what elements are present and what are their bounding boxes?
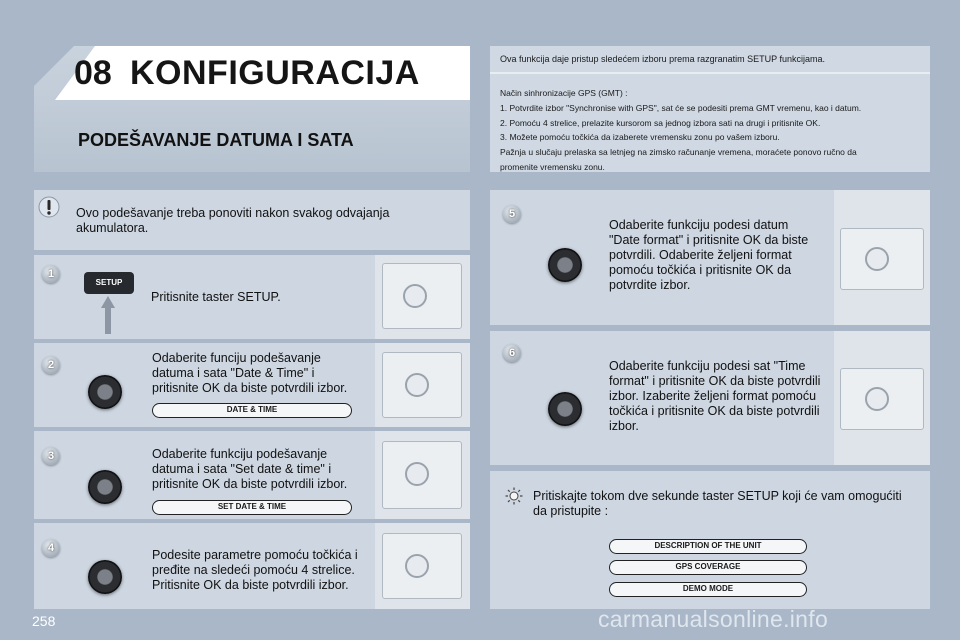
knob-icon bbox=[548, 248, 582, 282]
watermark: carmanualsonline.info bbox=[598, 606, 829, 632]
chapter-number: 08 bbox=[74, 54, 112, 92]
warning-text: Ovo podešavanje treba ponoviti nakon svakog odvajanja akumulatora. bbox=[76, 206, 390, 235]
step-text: Odaberite funciju podešavanje datuma i sata "Date & Time" i pritisnite OK da biste potvrdili izbor. bbox=[152, 351, 348, 395]
radio-unit-image bbox=[840, 228, 924, 290]
step-text: Podesite parametre pomoću točkića i pređite na sledeći pomoću 4 strelice. Pritisnite OK da biste potvrdili izbor. bbox=[152, 548, 358, 592]
page-number: 258 bbox=[32, 613, 56, 629]
step-text: Pritisnite taster SETUP. bbox=[151, 290, 281, 304]
intro-list bbox=[500, 86, 920, 175]
step-badge: 4 bbox=[42, 539, 60, 557]
chapter-title: KONFIGURACIJA bbox=[130, 54, 420, 92]
radio-unit-image bbox=[382, 533, 462, 599]
intro-list-item: promenite vremensku zonu. bbox=[500, 161, 605, 172]
menu-option-pill: DEMO MODE bbox=[609, 582, 807, 597]
menu-option-pill: DATE & TIME bbox=[152, 403, 352, 418]
intro-list-item: 2. Pomoću 4 strelice, prelazite kursorom sa jednog izbora sati na drugi i pritisnite OK. bbox=[500, 117, 821, 128]
radio-unit-image bbox=[840, 368, 924, 430]
intro-list-item: Način sinhronizacije GPS (GMT) : bbox=[500, 88, 628, 98]
step-text: Odaberite funkciju podesi sat "Time format" i pritisnite OK da biste potvrdili izbor. Izaberite željeni format pomoću točkića i pritisnite OK da biste potvrdili izbor. bbox=[609, 359, 821, 433]
knob-icon bbox=[548, 392, 582, 426]
step-text: Odaberite funkciju podešavanje datuma i sata "Set date & time" i pritisnite OK da biste potvrdili izbor. bbox=[152, 447, 348, 491]
exclamation-icon bbox=[38, 196, 60, 218]
step-badge: 1 bbox=[42, 265, 60, 283]
radio-unit-image bbox=[382, 352, 462, 418]
tip-text: Pritiskajte tokom dve sekunde taster SETUP koji će vam omogućiti da pristupite : bbox=[533, 489, 902, 518]
intro-divider bbox=[490, 72, 930, 74]
intro-list-item: 3. Možete pomoću točkića da izaberete vremensku zonu po vašem izboru. bbox=[500, 132, 780, 143]
radio-unit-image bbox=[382, 441, 462, 509]
step-badge: 2 bbox=[42, 356, 60, 374]
knob-icon bbox=[88, 560, 122, 594]
step-badge: 5 bbox=[503, 205, 521, 223]
knob-icon bbox=[88, 375, 122, 409]
setup-button-icon: SETUP bbox=[84, 272, 134, 294]
menu-option-pill: GPS COVERAGE bbox=[609, 560, 807, 575]
press-arrow-icon bbox=[101, 296, 115, 334]
intro-line: Ova funkcija daje pristup sledećem izboru prema razgranatim SETUP funkcijama. bbox=[500, 54, 825, 64]
intro-list-item: Pažnja u slučaju prelaska sa letnjeg na zimsko računanje vremena, moraćete ponovo ručno da bbox=[500, 147, 857, 158]
step-badge: 6 bbox=[503, 344, 521, 362]
intro-list-item: 1. Potvrdite izbor "Synchronise with GPS", sat će se podesiti prema GMT vremenu, kao i datum. bbox=[500, 102, 862, 113]
knob-icon bbox=[88, 470, 122, 504]
menu-option-pill: SET DATE & TIME bbox=[152, 500, 352, 515]
radio-unit-image bbox=[382, 263, 462, 329]
page-subtitle: PODEŠAVANJE DATUMA I SATA bbox=[78, 130, 354, 150]
menu-option-pill: DESCRIPTION OF THE UNIT bbox=[609, 539, 807, 554]
lightbulb-icon bbox=[505, 487, 523, 505]
step-text: Odaberite funkciju podesi datum "Date format" i pritisnite OK da biste potvrdili. Odaberite željeni format pomoću točkića i pritisnite OK da potvrdite izbor. bbox=[609, 218, 809, 292]
step-badge: 3 bbox=[42, 447, 60, 465]
